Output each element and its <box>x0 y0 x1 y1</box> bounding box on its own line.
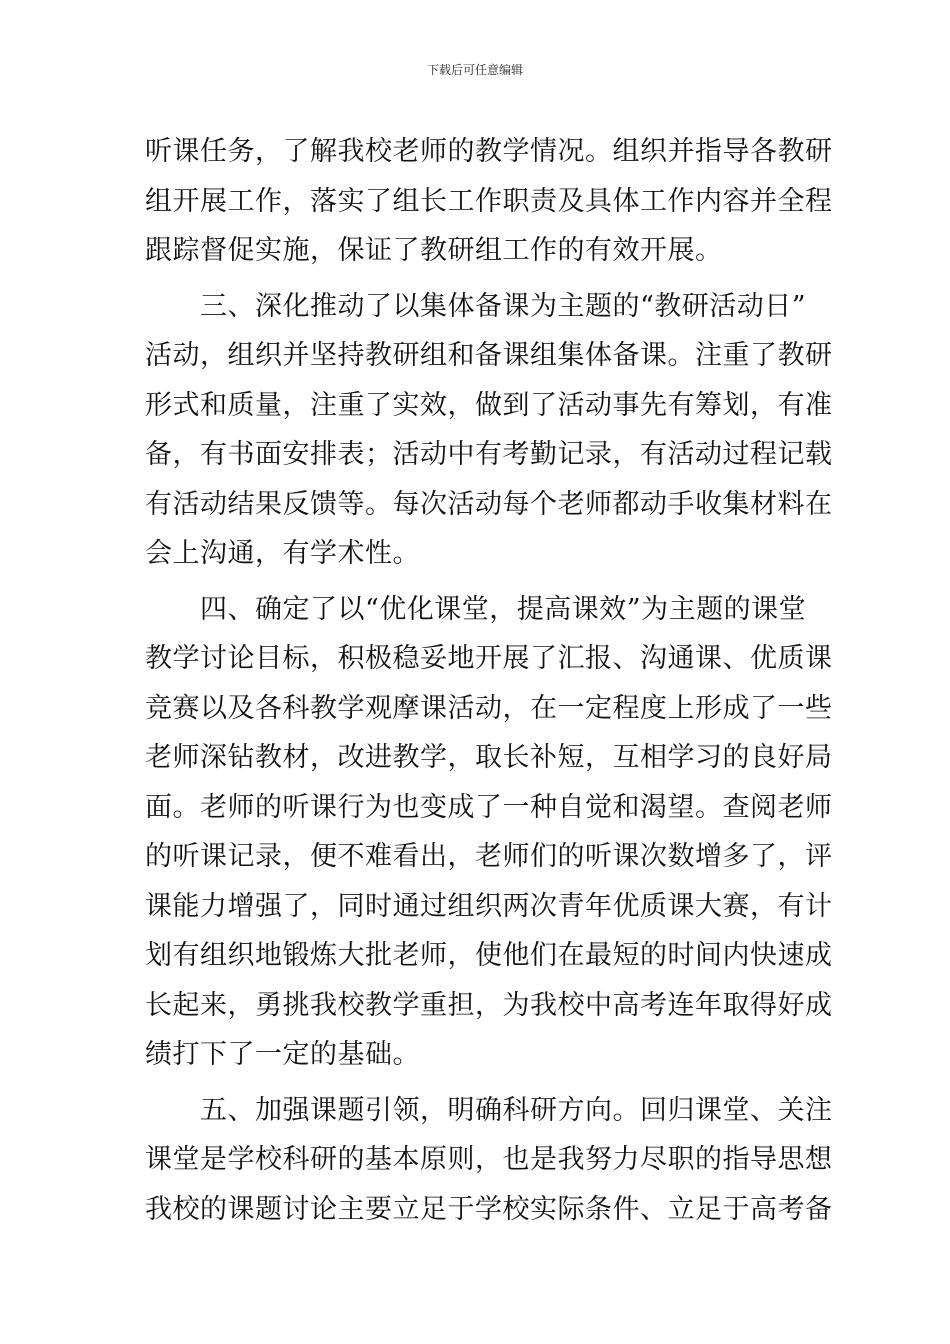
text-line: 听课任务，了解我校老师的教学情况。组织并指导各教研 <box>145 136 833 167</box>
text-line: 竞赛以及各科教学观摩课活动，在一定程度上形成了一些 <box>145 692 833 724</box>
text-line: 老师深钻教材，改进教学，取长补短，互相学习的良好局 <box>145 742 833 773</box>
text-line: 长起来，勇挑我校教学重担，为我校中高考连年取得好成 <box>145 989 833 1021</box>
paragraph <box>145 1086 833 1235</box>
text-line: 的听课记录，便不难看出，老师们的听课次数增多了，评 <box>145 841 833 872</box>
text-line: 绩打下了一定的基础。 <box>145 1039 420 1070</box>
text-line: 我校的课题讨论主要立足于学校实际条件、立足于高考备 <box>145 1193 833 1225</box>
text-line: 活动，组织并坚持教研组和备课组集体备课。注重了教研 <box>145 340 833 371</box>
text-line: 组开展工作，落实了组长工作职责及具体工作内容并全程 <box>145 185 833 217</box>
paragraph <box>145 585 833 1080</box>
text-line: 课能力增强了，同时通过组织两次青年优质课大赛，有计 <box>145 890 833 922</box>
document-body <box>145 127 833 1234</box>
text-line: 备，有书面安排表；活动中有考勤记录，有活动过程记载 <box>145 439 833 470</box>
text-line: 三、深化推动了以集体备课为主题的“教研活动日” <box>200 290 807 322</box>
text-line: 划有组织地锻炼大批老师，使他们在最短的时间内快速成 <box>145 940 833 971</box>
paragraph <box>145 127 833 276</box>
text-line: 跟踪督促实施，保证了教研组工作的有效开展。 <box>145 235 723 266</box>
text-line: 形式和质量，注重了实效，做到了活动事先有筹划，有准 <box>145 389 833 421</box>
text-line: 课堂是学校科研的基本原则，也是我努力尽职的指导思想 <box>145 1144 833 1175</box>
text-line: 会上沟通，有学术性。 <box>145 538 420 569</box>
text-line: 四、确定了以“优化课堂，提高课效”为主题的课堂 <box>200 593 807 625</box>
paragraph <box>145 282 833 579</box>
text-line: 五、加强课题引领，明确科研方向。回归课堂、关注 <box>200 1094 833 1126</box>
page-header: 下载后可任意编辑 <box>426 63 523 77</box>
text-line: 教学讨论目标，积极稳妥地开展了汇报、沟通课、优质课 <box>145 643 833 674</box>
text-line: 有活动结果反馈等。每次活动每个老师都动手收集材料在 <box>145 488 833 520</box>
text-line: 面。老师的听课行为也变成了一种自觉和渴望。查阅老师 <box>145 791 833 823</box>
